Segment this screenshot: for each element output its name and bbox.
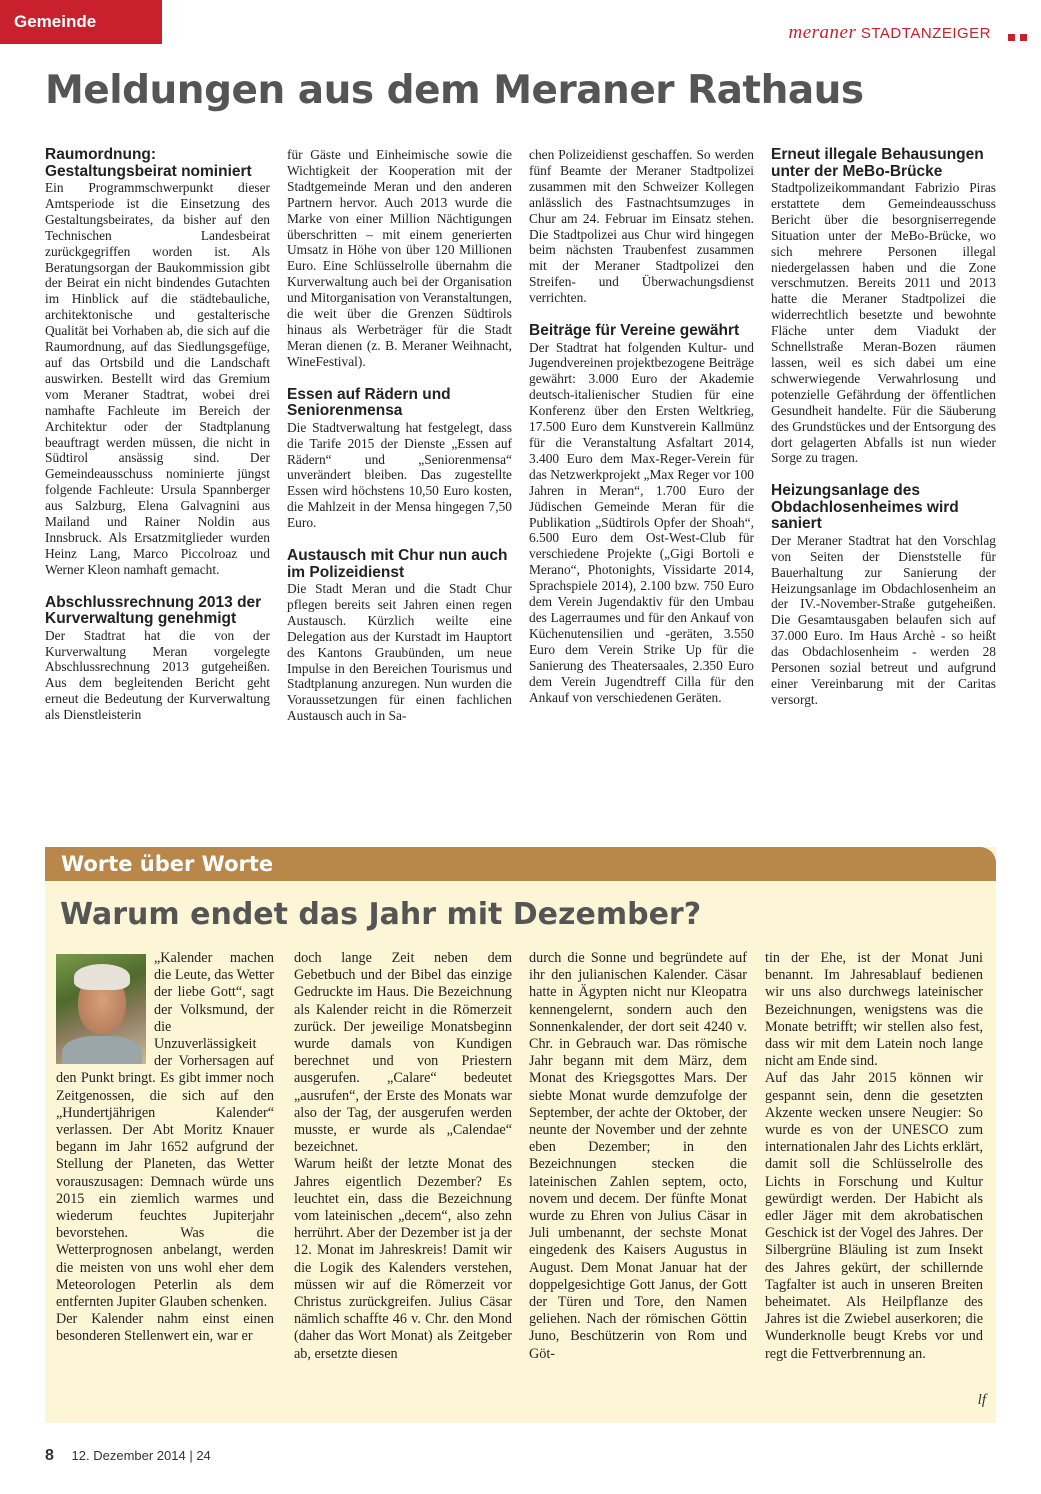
page-footer — [45, 1447, 211, 1465]
author-photo — [56, 954, 146, 1064]
article-title: Essen auf Rädern und Seniorenmensa — [287, 385, 451, 420]
masthead-part2: STADTANZEIGER — [860, 25, 991, 42]
column-paragraph: Auf das Jahr 2015 können wir gespannt sein, denn die gesetzten Akzente wecken unsere Neugier: So wurde es von der UNESCO zum internationalen Jahr des Lichts erklärt, damit soll die Schlüsselrolle des Lichts in Forschung und Kultur gewürdigt werden. Der Habicht als edler Jäger mit dem akrobatischen Geschick ist der Vogel des Jahres. Der Silbergrüne Bläuling ist zum Insekt des Jahres gekürt, der schillernde Tagfalter ist auch in unseren Breiten beheimatet. Als Heilpflanze des Jahres ist die Zwiebel auserkoren; die Wunderknolle beugt Krebs vor und regt die Fettverbrennung an. — [765, 1070, 983, 1362]
article-text: Die Stadtverwaltung hat festgelegt, dass die Tarife 2015 der Dienste „Essen auf Rädern“ und „Seniorenmensa“ unverändert bleiben. Das zugestellte Essen wird höchstens 10,50 Euro kosten, die Mahlzeit in der Mensa hingegen 7,50 Euro. — [287, 419, 512, 531]
masthead — [788, 22, 991, 44]
column-label: Worte über Worte — [45, 847, 996, 881]
article-text: Die Stadt Meran und die Stadt Chur pflegen bereits seit Jahren einen regen Austausch. Kürzlich weilte eine Delegation aus der Kurstadt im Hauptort des Kantons Graubünden, um neue Impulse in den Bereichen Tourismus und Stadtplanung anzuregen. Nun wurden die Voraussetzungen für einen fachlichen Austausch auch in Sa- — [287, 581, 512, 724]
article-title: Erneut illegale Behausungen unter der MeBo-Brücke — [771, 146, 984, 180]
column-text-3 — [529, 950, 747, 1363]
article-column-4 — [771, 147, 996, 708]
article-title: Abschlussrechnung 2013 der Kurverwaltung genehmigt — [45, 593, 262, 628]
column-paragraph: doch lange Zeit neben dem Gebetbuch und der Bibel das einzige Gedruckte im Haus. Die Bezeichnung als Kalender reicht in die Römerzeit zurück. Der jeweilige Monatsbeginn wurde damals von Kundigen berechnet und von Priestern ausgerufen. „Calare“ bedeutet „ausrufen“, der Erste des Monats war also der Tag, der ausgerufen werden musste, er wurde als „Calendae“ bezeichnet. — [294, 950, 512, 1156]
article-title: Beiträge für Vereine gewährt — [529, 322, 740, 340]
column-paragraph: Warum heißt der letzte Monat des Jahres eigentlich Dezember? Es leuchtet ein, dass die Bezeichnung vom lateinischen „decem“, also zehn herrührt. Aber der Dezember ist ja der 12. Monat im Jahreskreis! Damit wir die Logik des Kalenders verstehen, müssen wir auf die Römerzeit vor Christus zurückgreifen. Julius Cäsar nämlich schaffte 46 v. Chr. den Mond (daher das Wort Monat) als Zeitgeber ab, ersetzte diesen — [294, 1156, 512, 1362]
article-title: Raumordnung: Gestaltungsbeirat nominiert — [45, 146, 252, 180]
article-text: Stadtpolizeikommandant Fabrizio Piras erstattete dem Gemeindeausschuss Bericht über die besorgniserregende Situation unter der MeBo-Brücke, wo sich mehrere Personen illegal niedergelassen haben und die Zone verschmutzen. Bereits 2011 und 2013 hatte die Meraner Stadtpolizei die widerrechtlich besetzte und bewohnte Fläche unter dem Viadukt der Schnellstraße Meran-Bozen räumen lassen, weil es sich dabei um eine schwerwiegende Verwahrlosung und potenzielle Gefährdung der öffentlichen Gesundheit handelte. Für die Säuberung des Grundstückes und der Entsorgung des dort gelagerten Abfalls ist nun wieder Sorge zu tragen. — [771, 180, 996, 466]
article-column-3 — [529, 147, 754, 705]
column-paragraph: tin der Ehe, ist der Monat Juni benannt. Im Jahresablauf bedienen wir uns also durchwegs lateinischer Bezeichnungen, wenigstens was die Monate betrifft; wir stellen also fest, dass wir mit dem Latein noch lange nicht am Ende sind. — [765, 950, 983, 1070]
article-column-2 — [287, 147, 512, 724]
column-paragraph: durch die Sonne und begründete auf ihr den julianischen Kalender. Cäsar hatte in Ägypten nicht nur Kleopatra kennengelernt, sondern auch den Sonnenkalender, der dort seit 4240 v. Chr. in Gebrauch war. Das römische Jahr begann mit dem März, dem Monat des Kriegsgottes Mars. Der siebte Monat wurde demzufolge der September, der achte der Oktober, der neunte der November und der zehnte eben Dezember; in den Bezeichnungen stecken die lateinischen Zahlen septem, octo, novem und decem. Der fünfte Monat wurde zu Ehren von Julius Cäsar in Juli umbenannt, der sechste Monat eingedenk des Kaisers Augustus in August. Dem Monat Januar hat der doppelgesichtige Gott Janus, der Gott der Türen und Tore, den Namen geliehen. Nach der römischen Göttin Juno, Beschützerin von Rom und Göt- — [529, 950, 747, 1362]
article-column-1 — [45, 147, 270, 723]
article-text: Der Meraner Stadtrat hat den Vorschlag von Seiten der Dienststelle für Bauerhaltung zur Sanierung der Heizungsanlage im Obdachlosenheim an der IV.-November-Straße gutgeheißen. Die Gesamtausgaben belaufen sich auf 37.000 Euro. Im Haus Archè - so heißt das Obdachlosenheim - werden 28 Personen sozial betreut und aufgrund einer Vereinbarung mit der Caritas versorgt. — [771, 532, 996, 707]
column-paragraph: Der Kalender nahm einst einen besonderen Stellenwert ein, war er — [56, 1311, 274, 1345]
article-text: Ein Programmschwerpunkt dieser Amtsperiode ist die Einsetzung des Gestaltungsbeirates, da bisher auf den Technischen Landesbeirat zurückgegriffen worden ist. Als Beratungsorgan der Baukommission gibt der Beirat ein nicht bindendes Gutachten im Hinblick auf die städtebauliche, architektonische und gestalterische Qualität bei Vorhaben ab, die sich auf die Raumordnung, auf das Siedlungsgefüge, auf das Ortsbild und die Landschaft auswirken. Bestellt wird das Gremium vom Meraner Stadtrat, wobei drei namhafte Fachleute im Bereich der Architektur oder der Stadtplanung beauftragt werden müssen, die nicht in Südtirol ansässig sind. Der Gemeindeausschuss nominierte jüngst folgende Fachleute: Ursula Spannberger aus Salzburg, Elena Galvagnini aus Mailand und Rainer Noldin aus Innsbruck. Als Ersatzmitglieder wurden Heinz Lang, Marco Piccolroaz und Werner Kleon namhaft gemacht. — [45, 180, 270, 577]
masthead-part1: meraner — [788, 22, 857, 43]
column-paragraph: „Kalender machen die Leute, das Wetter der liebe Gott“, sagt der Volksmund, der die Unzuverlässigkeit der Vorhersagen auf den Punkt bringt. Es gibt immer noch Zeitgenossen, die sich auf den „Hundertjährigen Kalender“ verlassen. Der Abt Moritz Knauer begann im Jahr 1652 aufgrund der Stellung der Planeten, das Wetter vorauszusagen: Demnach würde uns 2015 ein ziemlich warmes und wiederum feuchtes Jupiterjahr bevorstehen. Was die Wetterprognosen anbelangt, werden die meisten von uns wohl eher dem Meteorologen Peterlin als dem entfernten Jupiter Glauben schenken. — [56, 950, 274, 1311]
article-title: Heizungsanlage des Obdachlosenheimes wird saniert — [771, 482, 959, 533]
column-title: Warum endet das Jahr mit Dezember? — [60, 897, 702, 932]
author-signature: lf — [977, 1392, 986, 1408]
article-text: Der Stadtrat hat folgenden Kultur- und Jugendvereinen projektbezogene Beiträge gewährt: 3.000 Euro der Akademie deutsch-italienischer Studien für eine Konferenz über den Ersten Weltkrieg, 17.500 Euro dem Kunstverein Kallmünz für die Veranstaltung Asfaltart 2014, 3.400 Euro dem Max-Reger-Verein für das Netzwerkprojekt „Max Reger vor 100 Jahren in Meran“, 1.700 Euro der Jüdischen Gemeinde Meran für die Publikation „Südtirols Opfer der Shoah“, 6.500 Euro dem Ost-West-Club für verschiedene Projekte („Gigi Bortoli e Merano“, Photonights, Vissidarte 2014, Sprachspiele 2014), 2.100 bzw. 750 Euro dem Verein Jugendaktiv für den Umbau des Lagerraumes und für den Ankauf von Küchenutensilien und -geräten, 3.550 Euro dem Verein Strike Up für die Sanierung des Theatersaales, 2.350 Euro dem Verein Jugendtreff Cilla für den Ankauf von verschiedenen Geräten. — [529, 339, 754, 705]
column-text-1 — [56, 950, 274, 1346]
article-text: chen Polizeidienst geschaffen. So werden fünf Beamte der Meraner Stadtpolizei zusammen mit den Schweizer Kollegen anlässlich des Fastnachtsumzuges in Chur am 24. Februar im Einsatz stehen. Die Stadtpolizei aus Chur wird hingegen beim nächsten Traubenfest zusammen mit der Meraner Stadtpolizei den Streifen- und Überwachungsdienst verrichten. — [529, 147, 754, 306]
section-tab: Gemeinde — [0, 0, 162, 44]
article-title: Austausch mit Chur nun auch im Polizeidienst — [287, 547, 508, 581]
column-text-2 — [294, 950, 512, 1363]
masthead-dots — [1003, 28, 1027, 46]
page-title: Meldungen aus dem Meraner Rathaus — [45, 68, 864, 113]
issue-info: 12. Dezember 2014 | 24 — [71, 1448, 211, 1463]
column-text-4 — [765, 950, 983, 1363]
page-number: 8 — [45, 1447, 54, 1464]
article-text: für Gäste und Einheimische sowie die Wichtigkeit der Kooperation mit der Stadtgemeinde Meran und den anderen Partnern hervor. Auch 2013 wurde die Marke von einer Million Nächtigungen überschritten – mit einem generierten Umsatz in Höhe von über 120 Millionen Euro. Eine Schlüsselrolle übernahm die Kurverwaltung auch bei der Organisation und Mitorganisation von Veranstaltungen, die weit über die Grenzen Südtirols hinaus als Werbeträger für die Stadt Meran dienen (z. B. Meraner Weihnacht, WineFestival). — [287, 147, 512, 369]
column-box — [45, 847, 996, 1423]
article-text: Der Stadtrat hat die von der Kurverwaltung Meran vorgelegte Abschlussrechnung 2013 gutgeheißen. Aus dem begleitenden Bericht geht erneut die Bedeutung der Kurverwaltung als Dienstleisterin — [45, 627, 270, 723]
